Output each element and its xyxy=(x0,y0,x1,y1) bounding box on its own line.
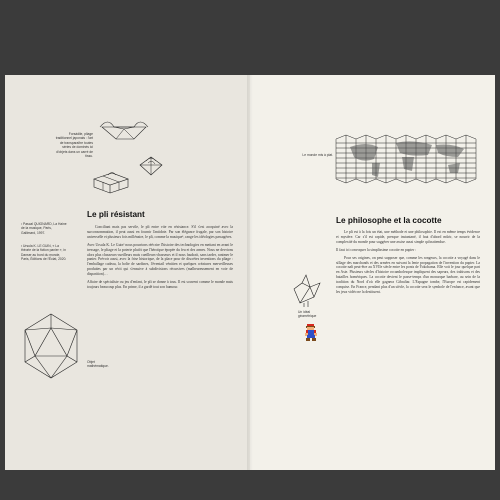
right-paragraph-3: Pour ses origines, on peut supposer que, comme les rongeurs, la cocotte a voyagé dans le sillage des marchands et des armées en suivant la lente propagation de l'invention du papier. La cocotte naît peut-être au XVIIe siècle entre les ponts de Yokohama. Elle voit le jour quelque part en Asie. Plusieurs siècles d'histoire rocambolesque impliquent des sapeurs, des trahisons et des batailles homériques. La cocotte devient le passe-temps d'un monarque barbare, au sein de la tradition du Nord d'où elle gagnera Gibraltar. L'Espagne tombe, l'Europe est rapidement conquise. En France, pendant plus d'un siècle, la cocotte sera le symbole de l'enfance, avant que les jeux vidéo ne la destituent. xyxy=(336,255,480,294)
footnote-le-guin: ² Ursula K. LE GUIN, « La théorie de la fiction panier », in Danser au bord du monde, Paris, Éditions de l'Éclat, 2020. xyxy=(21,244,67,262)
right-page xyxy=(250,75,495,470)
furoshiki-basket-illustration xyxy=(94,115,154,145)
right-paragraph-1: Le pli est à la fois un état, une méthode et une philosophie. Il est en même temps évidence et mystère. Car s'il est rapide, presque instantané, il faut d'abord mûrir, se nourrir de la complexité du monde pour suggérer une assise aussi simple qu'inattendue. xyxy=(336,230,480,244)
left-body-text xyxy=(87,225,233,293)
right-body-text xyxy=(336,230,480,298)
heading-philosophe-cocotte: Le philosophe et la cocotte xyxy=(336,216,442,225)
pixel-mario-illustration xyxy=(304,324,318,342)
left-paragraph-2: Avec Ursula K. Le Guin² nous pourrions réécrire l'histoire des technologies en mettant en avant le tressage, le pliage et la poterie plutôt que l'héroïque épopée du feu et des armes. Nous ne devrions alors plus chasseurs-cueilleurs mais cueilleurs-chasseurs et il nous faudrait, sans tarder, ranimer le panier. Prévoir aussi, avec la frise historique, de la place pour de discrètes inventions du pliage : l'emballage cadeau, la boîte de sardines, l'éventail vénitien et quelques créatures merveilleuses produites par un récit qui s'ensuive à subdivisions récursives (malheureusement en voie de disparition)… xyxy=(87,242,233,277)
book-gutter xyxy=(247,75,253,470)
icosahedron-illustration xyxy=(21,312,81,382)
left-page xyxy=(5,75,250,470)
heading-le-pli-resistant: Le pli résistant xyxy=(87,210,145,219)
caption-ideal-geometrique: Un idéal géométrique xyxy=(298,310,317,319)
caption-furoshiki: Forsàdile, pliage traditionnel japonais : l'art de transparaître toutes séries de dominés ici d'objets dans un carré de tissu. xyxy=(55,132,93,159)
left-paragraph-1: Conciliant mais pas servile, le pli entre vite en résistance. S'il s'est acoquiné avec la surconsommation, il peut aussi en fournir l'antidote. Par son élégance frugale, par son histoire universelle et plusieurs fois millénaire, le pli, comme la musique¹, range les idéologies passagères. xyxy=(87,225,233,239)
footnote-quignard: ¹ Pascal QUIGNARD, La Haine de la musique, Paris, Gallimard, 1997. xyxy=(21,222,67,235)
left-paragraph-3: Affaire de spécialiste ou jeu d'enfant, le pli se donne à tous. Il est souvent comme le monde mais toujours beaucoup plus. En prime, il a gardé tout son humour. xyxy=(87,280,233,289)
caption-objet-mathematique: Objet mathématique. xyxy=(87,360,109,369)
right-paragraph-2: Il faut ici convoquer la simplissime cocotte en papier : xyxy=(336,247,417,252)
furoshiki-wrapped-box-illustration xyxy=(91,170,131,194)
book-spread xyxy=(5,75,495,470)
folded-world-map-illustration xyxy=(336,133,476,185)
paper-cocotte-illustration xyxy=(290,273,324,309)
furoshiki-knot-illustration xyxy=(136,153,166,179)
caption-monde-a-plat: Le monde mis à plat. xyxy=(302,153,333,157)
